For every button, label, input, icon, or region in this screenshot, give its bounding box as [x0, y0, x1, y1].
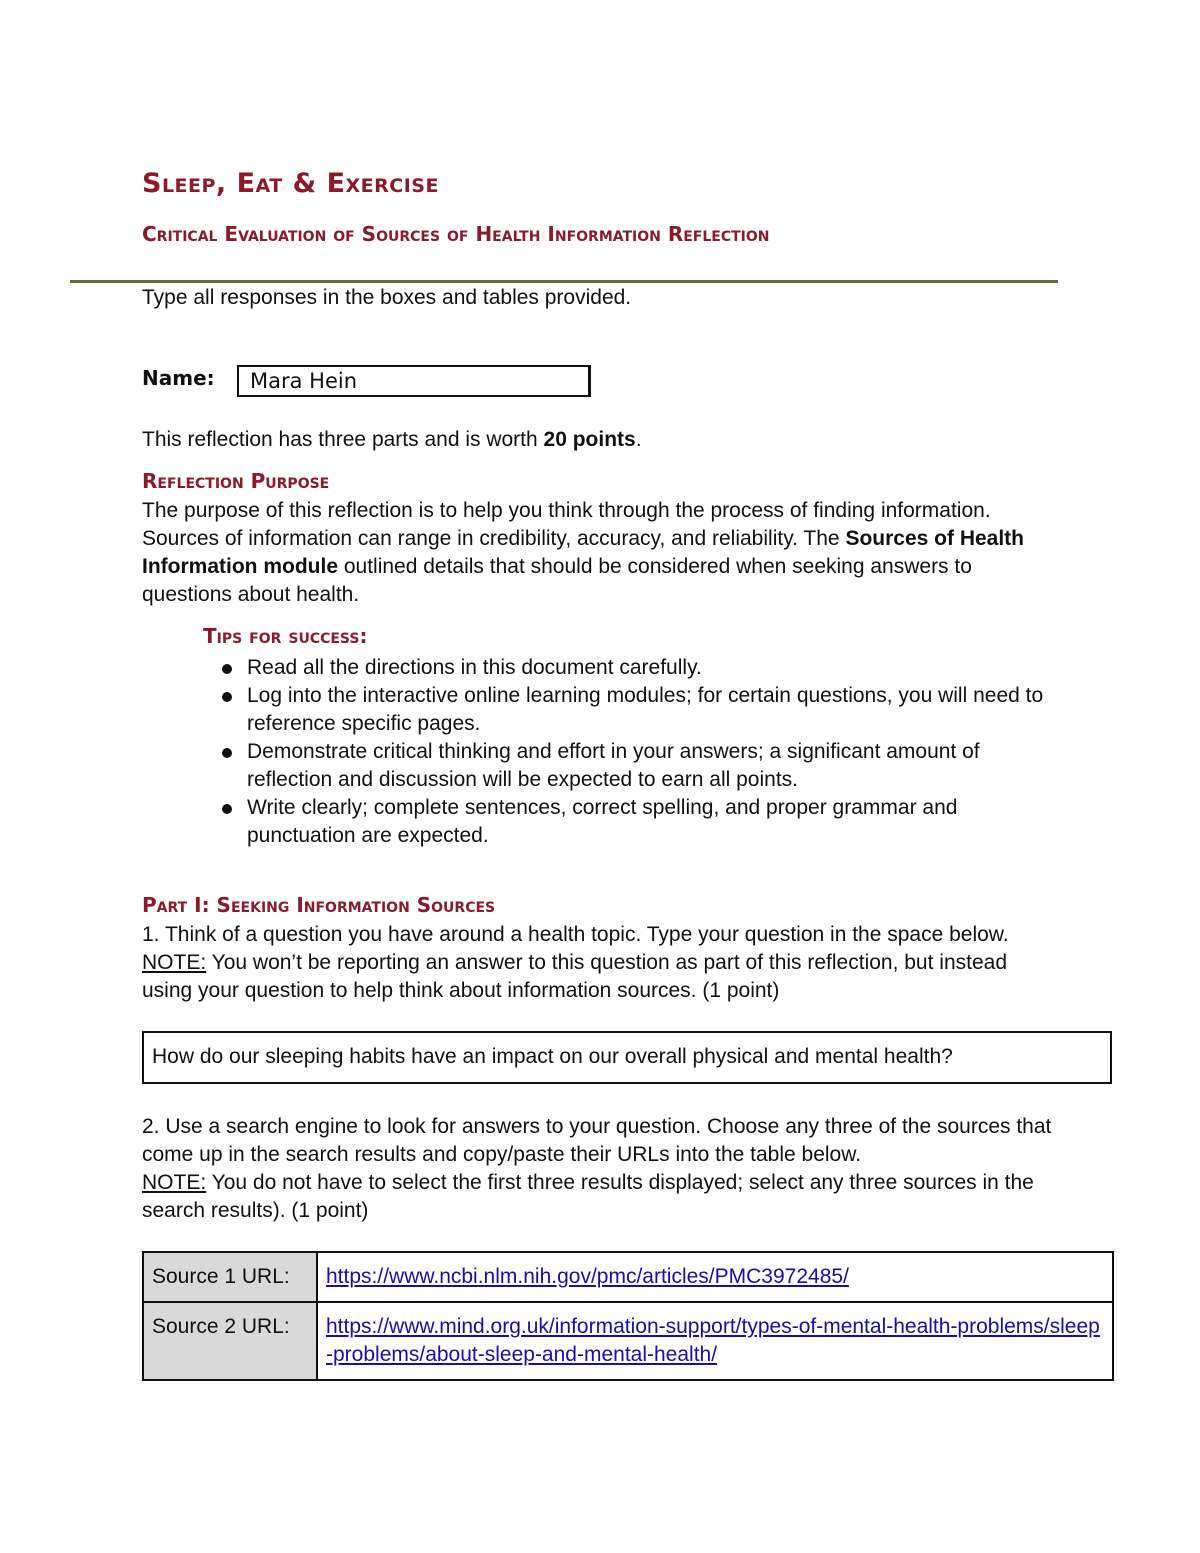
purpose-text-after: outlined details that should be considered when seeking answers to questions about health. [142, 555, 972, 606]
question-2-note: You do not have to select the first three results displayed; select any three sources in the search results). (1 point) [142, 1171, 1034, 1222]
bullet-icon [222, 692, 232, 702]
bullet-icon [222, 664, 232, 674]
tip-text: Read all the directions in this document carefully. [247, 656, 702, 679]
source-1-label: Source 1 URL: [143, 1252, 317, 1302]
name-field[interactable] [237, 365, 591, 397]
tip-text: Log into the interactive online learning modules; for certain questions, you will need to reference specific pages. [247, 684, 1044, 735]
purpose-paragraph [142, 497, 1062, 609]
purpose-module-name: Sources of Health Information module [142, 527, 1024, 578]
points-text-before: This reflection has three parts and is worth [142, 428, 544, 451]
list-item [218, 654, 1068, 682]
question-1 [142, 921, 1062, 1005]
points-text-after: . [635, 428, 642, 451]
purpose-text-before: The purpose of this reflection is to help you think through the process of finding information. Sources of information can range in credibility, accuracy, and reliability. The [142, 499, 991, 550]
source-2-link[interactable]: https://www.mind.org.uk/information-support/types-of-mental-health-problems/sleep-problems/about-sleep-and-mental-health/ [326, 1315, 1100, 1366]
table-row [143, 1302, 1113, 1380]
source-2-cell[interactable] [317, 1302, 1113, 1380]
list-item [218, 738, 1068, 794]
source-1-link[interactable]: https://www.ncbi.nlm.nih.gov/pmc/articles/PMC3972485/ [326, 1265, 849, 1288]
question-1-answer: How do our sleeping habits have an impact on our overall physical and mental health? [152, 1045, 953, 1068]
document-title: Sleep, Eat & Exercise [142, 168, 439, 199]
tips-heading: Tips for success: [203, 624, 368, 648]
question-2-text: 2. Use a search engine to look for answers to your question. Choose any three of the sources that come up in the search results and copy/paste their URLs into the table below. [142, 1115, 1052, 1166]
question-2 [142, 1113, 1062, 1225]
purpose-heading: Reflection Purpose [142, 469, 330, 493]
name-value: Mara Hein [250, 369, 358, 393]
header-divider [70, 280, 1058, 283]
list-item [218, 682, 1068, 738]
question-1-answer-box[interactable] [142, 1031, 1112, 1084]
note-label: NOTE: [142, 951, 207, 974]
bullet-icon [222, 804, 232, 814]
tip-text: Write clearly; complete sentences, correct spelling, and proper grammar and punctuation are expected. [247, 796, 958, 847]
note-label: NOTE: [142, 1171, 207, 1194]
instructions-text: Type all responses in the boxes and tables provided. [142, 286, 632, 309]
name-label: Name: [142, 366, 215, 390]
source-1-cell[interactable] [317, 1252, 1113, 1302]
sources-table [142, 1251, 1114, 1381]
part1-heading: Part I: Seeking Information Sources [142, 893, 496, 917]
bullet-icon [222, 748, 232, 758]
document-subtitle: Critical Evaluation of Sources of Health Information Reflection [142, 222, 770, 246]
source-2-label: Source 2 URL: [143, 1302, 317, 1380]
tips-list [218, 654, 1068, 850]
points-statement [142, 426, 642, 454]
points-value: 20 points [543, 428, 636, 451]
question-1-text: 1. Think of a question you have around a health topic. Type your question in the space below. [142, 923, 1009, 946]
tip-text: Demonstrate critical thinking and effort in your answers; a significant amount of reflection and discussion will be expected to earn all points. [247, 740, 980, 791]
question-1-note: You won’t be reporting an answer to this question as part of this reflection, but instead using your question to help think about information sources. (1 point) [142, 951, 1008, 1002]
table-row [143, 1252, 1113, 1302]
list-item [218, 794, 1068, 850]
